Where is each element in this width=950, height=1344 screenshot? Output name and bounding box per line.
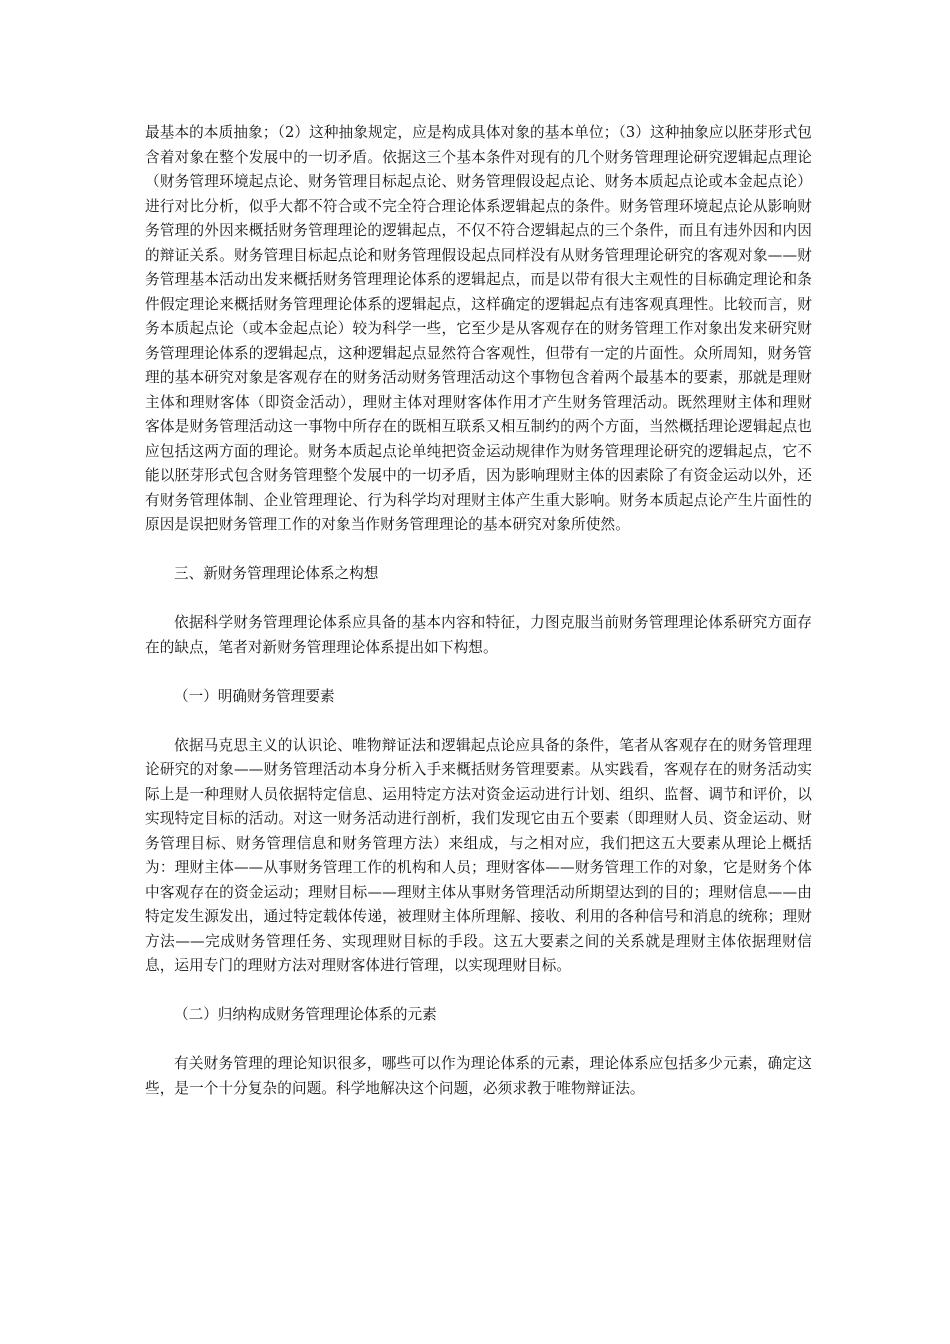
- paragraph-gap: [145, 979, 812, 1004]
- paragraph-gap: [145, 709, 812, 734]
- section-heading: 三、新财务管理理论体系之构想: [174, 565, 379, 582]
- subsection-heading: （一）明确财务管理要素: [174, 687, 335, 705]
- paragraph-gap: [145, 660, 812, 685]
- paragraph-gap: [145, 538, 812, 563]
- document-page: [145, 121, 812, 1101]
- paragraph-gap: [145, 1028, 812, 1053]
- subsection-heading: （二）归纳构成财务管理理论体系的元素: [174, 1006, 437, 1023]
- body-paragraph: 依据马克思主义的认识论、唯物辩证法和逻辑起点论应具备的条件，笔者从客观存在的财务管理理论研究的对象——财务管理活动本身分析入手来概括财务管理要素。从实践看，客观存在的财务活动实际上是一种理财人员依据特定信息、运用特定方法对资金运动进行计划、组织、监督、调节和评价，以实现特定目标的活动。对这一财务活动进行剖析，我们发现它由五个要素（即理财人员、资金运动、财务管理目标、财务管理信息和财务管理方法）来组成，与之相对应，我们把这五大要素从理论上概括为：理财主体——从事财务管理工作的机构和人员；理财客体——财务管理工作的对象，它是财务个体中客观存在的资金运动；理财目标——理财主体从事财务管理活动所期望达到的目的；理财信息——由特定发生源发出，通过特定载体传递，被理财主体所理解、接收、利用的各种信号和消息的统称；理财方法——完成财务管理任务、实现理财目标的手段。这五大要素之间的关系就是理财主体依据理财信息，运用专门的理财方法对理财客体进行管理，以实现理财目标。: [145, 736, 812, 974]
- body-paragraph: 依据科学财务管理理论体系应具备的基本内容和特征，力图克服当前财务管理理论体系研究方面存在的缺点，笔者对新财务管理理论体系提出如下构想。: [145, 614, 812, 656]
- body-paragraph: 最基本的本质抽象；（2）这种抽象规定，应是构成具体对象的基本单位；（3）这种抽象应以胚芽形式包含着对象在整个发展中的一切矛盾。依据这三个基本条件对现有的几个财务管理理论研究逻辑起点理论（财务管理环境起点论、财务管理目标起点论、财务管理假设起点论、财务本质起点论或本金起点论）进行对比分析，似乎大都不符合或不完全符合理论体系逻辑起点的条件。财务管理环境起点论从影响财务管理的外因来概括财务管理理论的逻辑起点，不仅不符合逻辑起点的三个条件，而且有违外因和内因的辩证关系。财务管理目标起点论和财务管理假设起点同样没有从财务管理理论研究的客观对象——财务管理基本活动出发来概括财务管理理论体系的逻辑起点，而是以带有很大主观性的目标确定理论和条件假定理论来概括财务管理理论体系的逻辑起点，这样确定的逻辑起点有违客观真理性。比较而言，财务本质起点论（或本金起点论）较为科学一些，它至少是从客观存在的财务管理工作对象出发来研究财务管理理论体系的逻辑起点，这种逻辑起点显然符合客观性，但带有一定的片面性。众所周知，财务管理的基本研究对象是客观存在的财务活动财务管理活动这个事物包含着两个最基本的要素，那就是理财主体和理财客体（即资金活动），理财主体对理财客体作用才产生财务管理活动。既然理财主体和理财客体是财务管理活动这一事物中所存在的既相互联系又相互制约的两个方面，当然概括理论逻辑起点也应包括这两方面的理论。财务本质起点论单纯把资金运动规律作为财务管理理论研究的逻辑起点，它不能以胚芽形式包含财务管理整个发展中的一切矛盾，因为影响理财主体的因素除了有资金运动以外，还有财务管理体制、企业管理理论、行为科学均对理财主体产生重大影响。财务本质起点论产生片面性的原因是误把财务管理工作的对象当作财务管理理论的基本研究对象所使然。: [145, 124, 812, 533]
- paragraph-gap: [145, 587, 812, 612]
- body-paragraph: 有关财务管理的理论知识很多，哪些可以作为理论体系的元素，理论体系应包括多少元素，确定这些，是一个十分复杂的问题。科学地解决这个问题，必须求教于唯物辩证法。: [145, 1055, 812, 1097]
